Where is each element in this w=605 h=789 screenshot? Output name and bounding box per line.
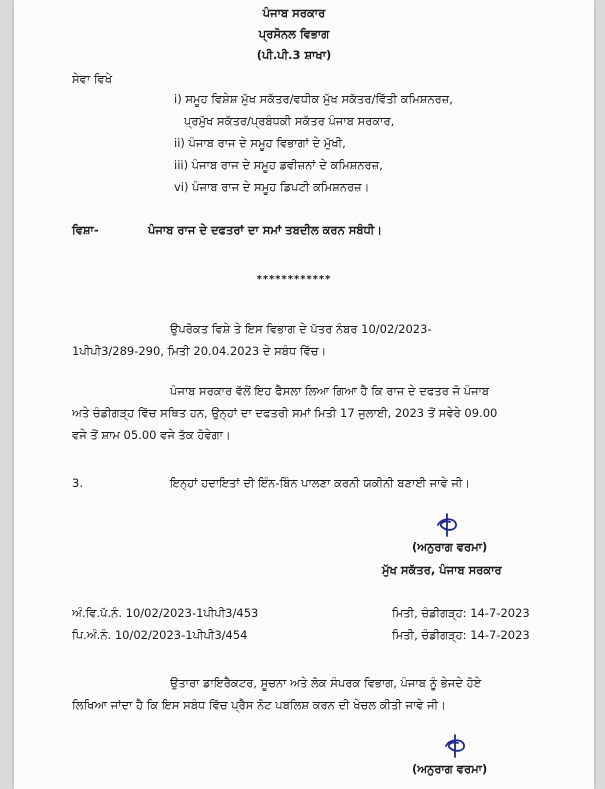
- signatory-name: (ਅਨੁਰਾਗ ਵਰਮਾ): [412, 762, 488, 776]
- signatory-designation: ਮੁੱਖ ਸਕੱਤਰ, ਪੰਜਾਬ ਸਰਕਾਰ: [382, 563, 502, 577]
- addressee-item: vi) ਪੰਜਾਬ ਰਾਜ ਦੇ ਸਮੂਹ ਡਿਪਟੀ ਕਮਿਸ਼ਨਰਜ਼।: [174, 180, 370, 194]
- para1-line2: 1ਪੀਪੀ3/289-290, ਮਿਤੀ 20.04.2023 ਦੇ ਸਬੰਧ ਵਿੱਚ।: [72, 344, 327, 358]
- addressee-item: ਪ੍ਰਮੁੱਖ ਸਕੱਤਰ/ਪ੍ਰਬੰਧਕੀ ਸਕੱਤਰ ਪੰਜਾਬ ਸਰਕਾਰ,: [184, 114, 395, 128]
- header-government: ਪੰਜਾਬ ਸਰਕਾਰ: [262, 6, 326, 20]
- para2-line2: ਅਤੇ ਚੰਡੀਗੜ੍ਹ ਵਿੱਚ ਸਥਿਤ ਹਨ, ਉਨ੍ਹਾਂ ਦਾ ਦਫਤਰੀ ਸਮਾਂ ਮਿਤੀ 17 ਜੁਲਾਈ, 2023 ਤੋਂ ਸਵੇਰੇ 09.00: [72, 406, 498, 420]
- signature-mark: [440, 733, 470, 761]
- addressee-item: ii) ਪੰਜਾਬ ਰਾਜ ਦੇ ਸਮੂਹ ਵਿਭਾਗਾਂ ਦੇ ਮੁੱਖੀ,: [174, 136, 346, 150]
- endorsement-ref: ਪਿ.ਅੰ.ਨੰ. 10/02/2023-1ਪੀਪੀ3/454: [72, 628, 248, 642]
- addressee-item: iii) ਪੰਜਾਬ ਰਾਜ ਦੇ ਸਮੂਹ ਡਵੀਜ਼ਨਾਂ ਦੇ ਕਮਿਸ਼ਨਰਜ਼,: [174, 158, 383, 172]
- signatory-name: (ਅਨੁਰਾਗ ਵਰਮਾ): [412, 540, 488, 554]
- signature-mark: [432, 512, 462, 540]
- para4-line1: ਉਤਾਰਾ ਡਾਇਰੈਕਟਰ, ਸੂਚਨਾ ਅਤੇ ਲੋਕ ਸੰਪਰਕ ਵਿਭਾਗ, ਪੰਜਾਬ ਨੂੰ ਭੇਜਦੇ ਹੋਏ: [170, 676, 482, 690]
- para3-text: ਇਨ੍ਹਾਂ ਹਦਾਇਤਾਂ ਦੀ ਇੰਨ-ਬਿੰਨ ਪਾਲਣਾ ਕਰਨੀ ਯਕੀਨੀ ਬਣਾਈ ਜਾਵੇ ਜੀ।: [170, 476, 471, 490]
- document-page: [14, 0, 594, 789]
- header-department: ਪ੍ਰਸੋਨਲ ਵਿਭਾਗ: [258, 27, 330, 41]
- subject-text: ਪੰਜਾਬ ਰਾਜ ਦੇ ਦਫਤਰਾਂ ਦਾ ਸਮਾਂ ਤਬਦੀਲ ਕਰਨ ਸਬੰਧੀ।: [148, 223, 383, 237]
- endorsement-date: ਮਿਤੀ, ਚੰਡੀਗੜ੍ਹ: 14-7-2023: [392, 606, 530, 620]
- para2-line3: ਵਜੇ ਤੋਂ ਸ਼ਾਮ 05.00 ਵਜੇ ਤੱਕ ਹੋਵੇਗਾ।: [72, 428, 231, 442]
- para1-line1: ਉਪਰੋਕਤ ਵਿਸ਼ੇ ਤੇ ਇਸ ਵਿਭਾਗ ਦੇ ਪੱਤਰ ਨੰਬਰ 10/02/2023-: [170, 322, 432, 336]
- para2-line1: ਪੰਜਾਬ ਸਰਕਾਰ ਵੱਲੋਂ ਇਹ ਫੈਸਲਾ ਲਿਆ ਗਿਆ ਹੈ ਕਿ ਰਾਜ ਦੇ ਦਫਤਰ ਜੋ ਪੰਜਾਬ: [170, 384, 490, 398]
- para3-number: 3.: [72, 476, 83, 490]
- addressee-label: ਸੇਵਾ ਵਿਖੇ: [72, 72, 112, 86]
- endorsement-date: ਮਿਤੀ, ਚੰਡੀਗੜ੍ਹ: 14-7-2023: [392, 628, 530, 642]
- header-branch: (ਪੀ.ਪੀ.3 ਸ਼ਾਖਾ): [256, 48, 332, 62]
- separator: ************: [256, 274, 332, 285]
- endorsement-ref: ਅੰ.ਵਿ.ਪੱ.ਨੰ. 10/02/2023-1ਪੀਪੀ3/453: [72, 606, 259, 620]
- subject-label: ਵਿਸ਼ਾ-: [72, 223, 99, 237]
- para4-line2: ਲਿਖਿਆ ਜਾਂਦਾ ਹੈ ਕਿ ਇਸ ਸਬੰਧ ਵਿੱਚ ਪ੍ਰੈਸ ਨੋਟ ਪਬਲਿਸ਼ ਕਰਨ ਦੀ ਖੇਚਲ ਕੀਤੀ ਜਾਵੇ ਜੀ।: [72, 698, 446, 712]
- addressee-item: i) ਸਮੂਹ ਵਿਸ਼ੇਸ਼ ਮੁੱਖ ਸਕੱਤਰ/ਵਧੀਕ ਮੁੱਖ ਸਕੱਤਰ/ਵਿੱਤੀ ਕਮਿਸ਼ਨਰਜ਼,: [174, 92, 453, 106]
